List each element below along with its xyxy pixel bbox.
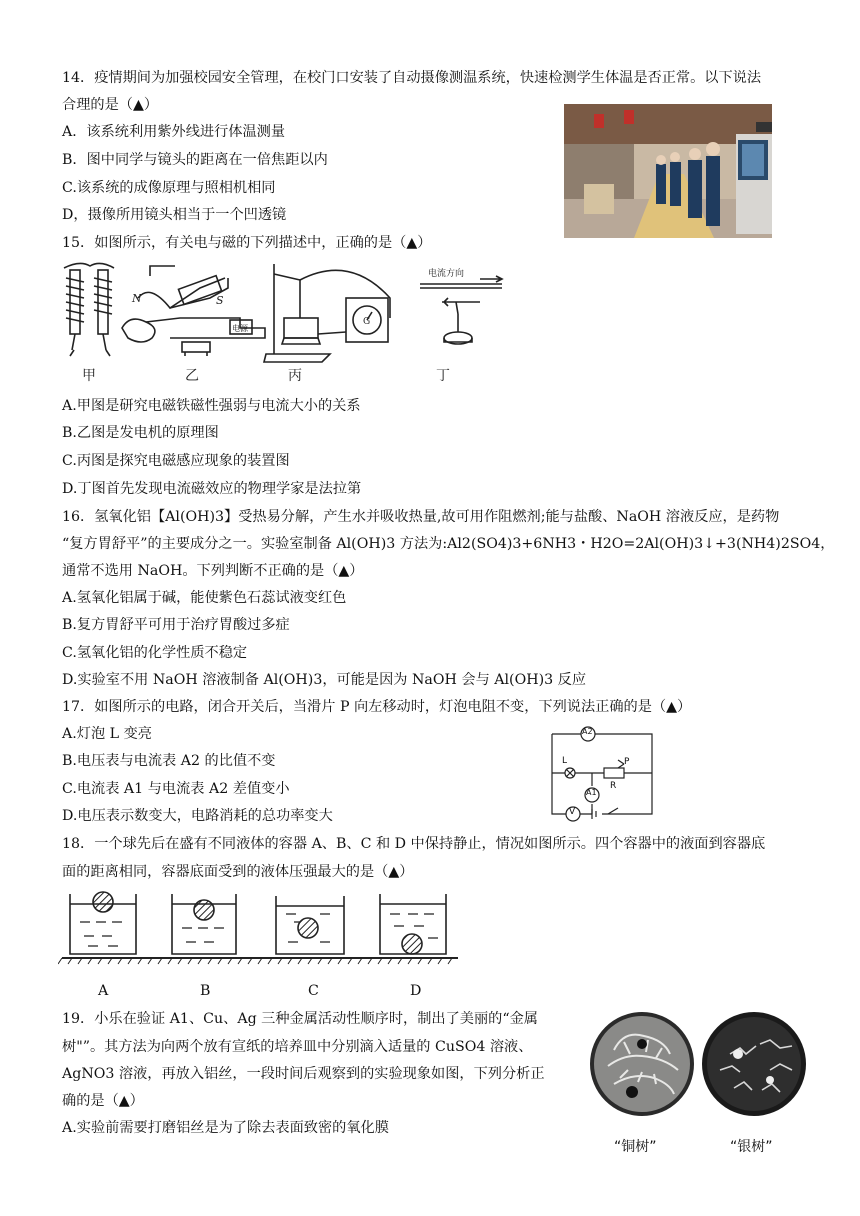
q15-option-d: D.丁图首先发现电流磁效应的物理学家是法拉第 (62, 481, 362, 497)
lamp-l-label: L (562, 756, 568, 766)
induction-figure (264, 264, 390, 362)
current-direction-label: 电流方向 (428, 269, 465, 279)
magnet-s-label: S (216, 294, 224, 307)
fig-label-jia: 甲 (82, 368, 96, 384)
q16-stem-line2: “复方胃舒平”的主要成分之一。实验室制备 Al(OH)3 方法为:Al2(SO4)3+6NH3・H2O=2Al(OH)3↓+3(NH4)2SO4， (62, 536, 835, 552)
q17-option-a: A.灯泡 L 变亮 (62, 726, 152, 742)
q17-option-d: D.电压表示数变大，电路消耗的总功率变大 (62, 808, 333, 824)
q19-stem-line3: AgNO3 溶液，再放入铝丝，一段时间后观察到的实验现象如图，下列分析正 (62, 1066, 545, 1082)
q14-stem-line2: 合理的是（▲） (62, 97, 159, 113)
q17-stem: 17．如图所示的电路，闭合开关后，当滑片 P 向左移动时，灯泡电阻不变，下列说法正确的是（▲） (62, 699, 692, 715)
q18-stem-line2: 面的距离相同，容器底面受到的液体压强最大的是（▲） (62, 864, 414, 880)
q16-stem-line3: 通常不选用 NaOH。下列判断不正确的是（▲） (62, 563, 364, 579)
q16-option-b: B.复方胃舒平可用于治疗胃酸过多症 (62, 617, 290, 633)
q19-stem-line2: 树"”。其方法为向两个放有宣纸的培养皿中分别滴入适量的 CuSO4 溶液、 (62, 1039, 533, 1055)
silver-tree-dish (700, 1010, 810, 1120)
q17-option-c: C.电流表 A1 与电流表 A2 差值变小 (62, 781, 290, 797)
fig-label-ding: 丁 (436, 368, 450, 384)
q17-circuit-diagram (540, 724, 660, 824)
q15-figures (60, 258, 510, 386)
fig-label-bing: 丙 (288, 368, 302, 384)
slider-p-label: P (624, 757, 630, 767)
ammeter-a2-label: A2 (582, 727, 593, 736)
q15-stem: 15．如图所示，有关电与磁的下列描述中，正确的是（▲） (62, 235, 432, 251)
q16-option-a: A.氢氧化铝属于碱，能使紫色石蕊试液变红色 (62, 590, 347, 606)
voltmeter-v-label: V (569, 807, 576, 817)
oersted-figure (420, 276, 502, 344)
q14-option-c: C.该系统的成像原理与照相机相同 (62, 180, 276, 196)
container-label-b: B (200, 983, 211, 999)
temperature-camera-photo (564, 104, 772, 238)
q19-stem-line1: 19．小乐在验证 A1、Cu、Ag 三种金属活动性顺序时，制出了美丽的“金属 (62, 1011, 538, 1027)
q14-stem-line1: 14．疫情期间为加强校园安全管理，在校门口安装了自动摄像测温系统，快速检测学生体温是否正常。以下说法 (62, 70, 762, 86)
q14-option-a: A．该系统利用紫外线进行体温测量 (62, 124, 286, 140)
q14-option-d: D，摄像所用镜头相当于一个凹透镜 (62, 207, 287, 223)
galvanometer-label: G (363, 317, 371, 327)
q14-option-b: B．图中同学与镜头的距离在一倍焦距以内 (62, 152, 328, 168)
container-label-c: C (308, 983, 319, 999)
resistor-r-label: R (610, 781, 617, 791)
fig-label-yi: 乙 (185, 368, 199, 384)
q18-stem-line1: 18．一个球先后在盛有不同液体的容器 A、B、C 和 D 中保持静止，情况如图所示。四个容器中的液面到容器底 (62, 836, 766, 852)
magnet-n-label: N (132, 292, 142, 305)
power-supply-label: 电源 (232, 324, 248, 333)
q16-option-d: D.实验室不用 NaOH 溶液制备 Al(OH)3，可能是因为 NaOH 会与 Al(OH)3 反应 (62, 672, 587, 688)
container-label-d: D (410, 983, 422, 999)
container-label-a: A (98, 983, 109, 999)
q16-stem-line1: 16．氢氧化铝【Al(OH)3】受热易分解，产生水并吸收热量,故可用作阻燃剂;能与盐酸、NaOH 溶液反应，是药物 (62, 509, 780, 525)
q19-stem-line4: 确的是（▲） (62, 1093, 144, 1109)
q15-option-c: C.丙图是探究电磁感应现象的装置图 (62, 453, 290, 469)
q18-containers-figure (58, 888, 462, 970)
q15-option-b: B.乙图是发电机的原理图 (62, 425, 219, 441)
q15-option-a: A.甲图是研究电磁铁磁性强弱与电流大小的关系 (62, 398, 361, 414)
q19-option-a: A.实验前需要打磨铝丝是为了除去表面致密的氧化膜 (62, 1120, 389, 1136)
ammeter-a1-label: A1 (586, 788, 597, 797)
copper-tree-dish (584, 1010, 704, 1120)
caption-copper-tree: “铜树” (614, 1139, 657, 1155)
q17-option-b: B.电压表与电流表 A2 的比值不变 (62, 753, 276, 769)
electromagnet-figure (64, 263, 114, 356)
caption-silver-tree: “银树” (730, 1139, 773, 1155)
q16-option-c: C.氢氧化铝的化学性质不稳定 (62, 645, 248, 661)
generator-figure (122, 266, 265, 356)
